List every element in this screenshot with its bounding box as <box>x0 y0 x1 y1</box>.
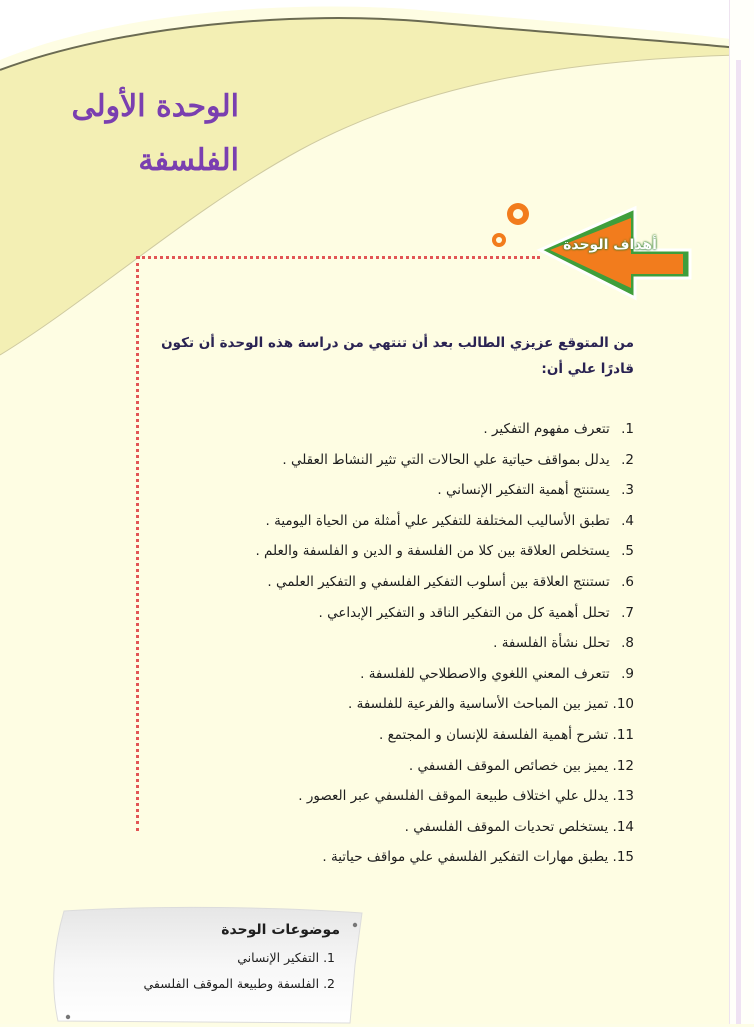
topics-title: موضوعات الوحدة <box>221 922 340 938</box>
topic-item: 1. التفكير الإنساني <box>237 950 335 965</box>
goal-item: 15. يطبق مهارات التفكير الفلسفي علي مواقف حياتية . <box>322 849 634 866</box>
goal-item: 14. يستخلص تحديات الموقف الفلسفي . <box>404 818 634 835</box>
goal-item: 10. تميز بين المباحث الأساسية والفرعية للفلسفة . <box>348 696 634 713</box>
decorative-bubbles-icon <box>485 200 535 252</box>
goal-item: 7. تحلل أهمية كل من التفكير الناقد و التفكير الإبداعي . <box>318 604 634 621</box>
goal-item: 2. يدلل بمواقف حياتية علي الحالات التي تثير النشاط العقلي . <box>282 451 634 468</box>
goal-item: 13. يدلل علي اختلاف طبيعة الموقف الفلسفي عبر العصور . <box>298 788 634 805</box>
dotted-frame-top <box>137 256 540 259</box>
unit-title-line2: الفلسفة <box>138 143 239 178</box>
unit-title-line1: الوحدة الأولى <box>71 89 239 124</box>
intro-text: من المتوقع عزيزي الطالب بعد أن تنتهي من دراسة هذه الوحدة أن تكون قادرًا علي أن: <box>161 335 634 377</box>
goal-item: 11. تشرح أهمية الفلسفة للإنسان و المجتمع . <box>378 726 634 743</box>
goals-list <box>154 414 634 873</box>
goal-item: 3. يستنتج أهمية التفكير الإنساني . <box>437 482 634 499</box>
goal-item: 6. تستنتج العلاقة بين أسلوب التفكير الفلسفي و التفكير العلمي . <box>267 573 634 590</box>
page-margin-strip <box>729 0 754 1024</box>
topic-item: 2. الفلسفة وطبيعة الموقف الفلسفي <box>143 976 335 991</box>
unit-title <box>71 80 239 188</box>
goal-item: 1. تتعرف مفهوم التفكير . <box>483 421 634 437</box>
goals-arrow-badge <box>535 200 695 306</box>
topics-list <box>95 945 335 997</box>
goal-item: 5. يستخلص العلاقة بين كلا من الفلسفة و الدين و الفلسفة والعلم . <box>255 543 634 560</box>
goal-item: 12. يميز بين خصائص الموقف الفسفي . <box>408 757 634 774</box>
goals-badge-label: أهداف الوحدة <box>563 237 657 253</box>
goal-item: 9. تتعرف المعني اللغوي والاصطلاحي للفلسفة . <box>360 665 634 682</box>
goal-item: 8. تحلل نشأة الفلسفة . <box>493 635 634 652</box>
goal-item: 4. تطبق الأساليب المختلفة للتفكير علي أمثلة من الحياة اليومية . <box>265 512 634 529</box>
